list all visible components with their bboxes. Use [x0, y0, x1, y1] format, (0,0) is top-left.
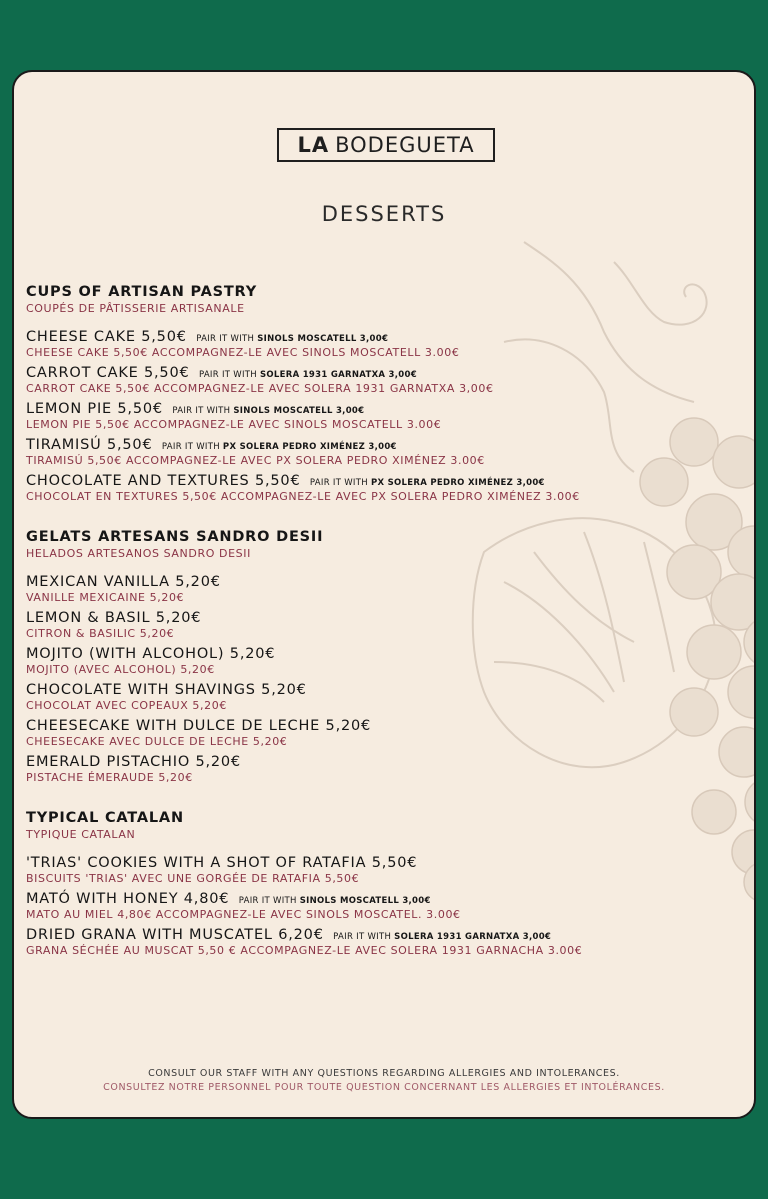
section-gelats: [26, 529, 746, 784]
page-title: DESSERTS: [321, 202, 447, 226]
section-typical-catalan: [26, 810, 746, 957]
item-translation: BISCUITS 'TRIAS' AVEC UNE GORGÉE DE RATAFIA 5,50€: [26, 872, 360, 885]
menu-card: [12, 70, 756, 1119]
wine-pairing: PAIR IT WITH PX SOLERA PEDRO XIMÉNEZ 3,00€: [161, 442, 397, 452]
brand-logo: [277, 128, 495, 162]
item-translation: CHEESECAKE AVEC DULCE DE LECHE 5,20€: [26, 735, 288, 748]
item-name: EMERALD PISTACHIO 5,20€: [26, 754, 241, 770]
section-subtitle: TYPIQUE CATALAN: [26, 828, 136, 841]
section-artisan-pastry: [26, 284, 746, 503]
item-name: MOJITO (WITH ALCOHOL) 5,20€: [26, 646, 276, 662]
wine-pairing: PAIR IT WITH SOLERA 1931 GARNATXA 3,00€: [333, 932, 552, 942]
allergy-notice-en: CONSULT OUR STAFF WITH ANY QUESTIONS REGARDING ALLERGIES AND INTOLERANCES.: [148, 1068, 620, 1079]
allergy-notice: [14, 1068, 754, 1093]
menu-item: [26, 754, 746, 784]
menu-item: [26, 329, 746, 359]
menu-item: [26, 646, 746, 676]
item-translation: CHEESE CAKE 5,50€ ACCOMPAGNEZ-LE AVEC SINOLS MOSCATELL 3.00€: [26, 346, 460, 359]
wine-pairing: PAIR IT WITH PX SOLERA PEDRO XIMÉNEZ 3,00€: [309, 478, 545, 488]
logo-bold-text: LA: [297, 133, 330, 157]
wine-pairing: PAIR IT WITH SINOLS MOSCATELL 3,00€: [238, 896, 431, 906]
item-translation: CHOCOLAT AVEC COPEAUX 5,20€: [26, 699, 227, 712]
menu-content: [26, 284, 746, 957]
item-name: MATÓ WITH HONEY 4,80€: [26, 891, 230, 907]
item-name: DRIED GRANA WITH MUSCATEL 6,20€: [26, 927, 324, 943]
item-translation: GRANA SÉCHÉE AU MUSCAT 5,50 € ACCOMPAGNEZ-LE AVEC SOLERA 1931 GARNACHA 3.00€: [26, 944, 583, 957]
item-translation: CARROT CAKE 5,50€ ACCOMPAGNEZ-LE AVEC SOLERA 1931 GARNATXA 3,00€: [26, 382, 494, 395]
menu-item: [26, 927, 746, 957]
section-subtitle: COUPÉS DE PÂTISSERIE ARTISANALE: [26, 302, 245, 315]
section-subtitle: HELADOS ARTESANOS SANDRO DESII: [26, 547, 251, 560]
section-title: GELATS ARTESANS SANDRO DESII: [26, 529, 324, 545]
menu-item: [26, 718, 746, 748]
section-title: TYPICAL CATALAN: [26, 810, 184, 826]
item-name: CHEESE CAKE 5,50€: [26, 329, 187, 345]
item-translation: CHOCOLAT EN TEXTURES 5,50€ ACCOMPAGNEZ-LE AVEC PX SOLERA PEDRO XIMÉNEZ 3.00€: [26, 490, 580, 503]
menu-item: [26, 437, 746, 467]
menu-item: [26, 855, 746, 885]
section-title: CUPS OF ARTISAN PASTRY: [26, 284, 258, 300]
item-translation: CITRON & BASILIC 5,20€: [26, 627, 175, 640]
item-name: CHEESECAKE WITH DULCE DE LECHE 5,20€: [26, 718, 372, 734]
item-name: LEMON PIE 5,50€: [26, 401, 163, 417]
item-name: CHOCOLATE AND TEXTURES 5,50€: [26, 473, 301, 489]
menu-item: [26, 610, 746, 640]
item-translation: MOJITO (AVEC ALCOHOL) 5,20€: [26, 663, 215, 676]
menu-item: [26, 473, 746, 503]
menu-item: [26, 574, 746, 604]
item-name: MEXICAN VANILLA 5,20€: [26, 574, 221, 590]
wine-pairing: PAIR IT WITH SOLERA 1931 GARNATXA 3,00€: [198, 370, 417, 380]
item-name: CARROT CAKE 5,50€: [26, 365, 190, 381]
wine-pairing: PAIR IT WITH SINOLS MOSCATELL 3,00€: [172, 406, 365, 416]
menu-item: [26, 401, 746, 431]
wine-pairing: PAIR IT WITH SINOLS MOSCATELL 3,00€: [196, 334, 389, 344]
item-name: LEMON & BASIL 5,20€: [26, 610, 202, 626]
logo-light-text: BODEGUETA: [335, 133, 475, 157]
item-translation: MATO AU MIEL 4,80€ ACCOMPAGNEZ-LE AVEC SINOLS MOSCATEL. 3.00€: [26, 908, 461, 921]
menu-item: [26, 891, 746, 921]
item-translation: PISTACHE ÉMERAUDE 5,20€: [26, 771, 193, 784]
item-name: CHOCOLATE WITH SHAVINGS 5,20€: [26, 682, 307, 698]
item-name: TIRAMISÚ 5,50€: [26, 437, 153, 453]
allergy-notice-fr: CONSULTEZ NOTRE PERSONNEL POUR TOUTE QUESTION CONCERNANT LES ALLERGIES ET INTOLÉRANCES.: [103, 1082, 665, 1093]
item-name: 'TRIAS' COOKIES WITH A SHOT OF RATAFIA 5,50€: [26, 855, 418, 871]
item-translation: TIRAMISÚ 5,50€ ACCOMPAGNEZ-LE AVEC PX SOLERA PEDRO XIMÉNEZ 3.00€: [26, 454, 485, 467]
menu-item: [26, 682, 746, 712]
item-translation: LEMON PIE 5,50€ ACCOMPAGNEZ-LE AVEC SINOLS MOSCATELL 3.00€: [26, 418, 442, 431]
menu-item: [26, 365, 746, 395]
item-translation: VANILLE MEXICAINE 5,20€: [26, 591, 185, 604]
